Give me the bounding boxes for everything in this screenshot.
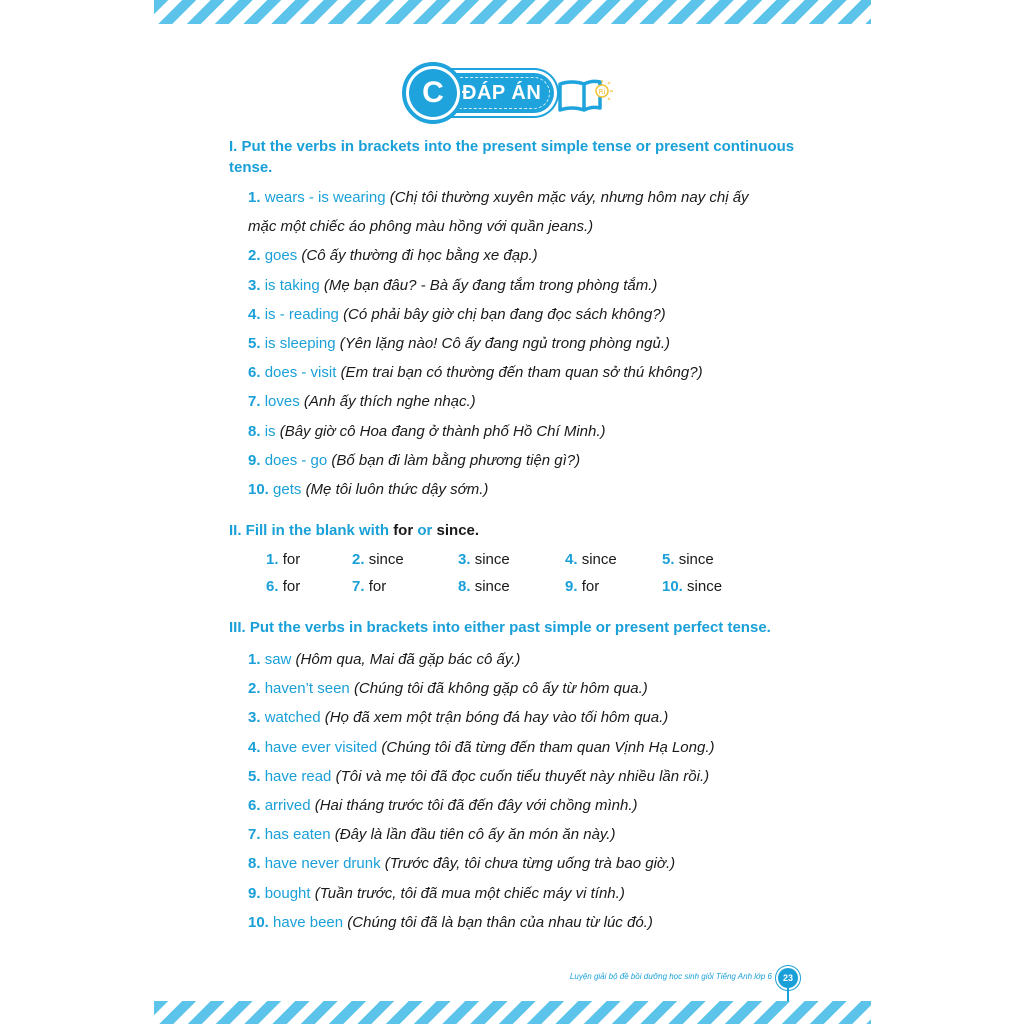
grid-item: 6. for (266, 578, 301, 595)
svg-text:Ri: Ri (598, 88, 606, 96)
list-item: 1. wears - is wearing (Chị tôi thường xuyên mặc váy, nhưng hôm nay chị ấy (248, 189, 749, 206)
list-item: 7. loves (Anh ấy thích nghe nhạc.) (248, 393, 476, 411)
grid-item: 1. for (266, 551, 301, 568)
section-1-title: I. Put the verbs in brackets into the present simple tense or present continuous tense. (229, 138, 795, 176)
list-item: 4. have ever visited (Chúng tôi đã từng đến tham quan Vịnh Hạ Long.) (248, 738, 715, 756)
section-3-list (248, 645, 829, 937)
list-item: 2. goes (Cô ấy thường đi học bằng xe đạp.) (248, 247, 538, 265)
section-3 (229, 617, 829, 937)
list-item: 8. have never drunk (Trước đây, tôi chưa từng uống trà bao giờ.) (248, 855, 676, 873)
section-3-title: III. Put the verbs in brackets into either past simple or present perfect tense. (229, 619, 771, 636)
section-2-title: II. Fill in the blank with for or since. (229, 522, 480, 539)
open-book-icon (558, 74, 614, 114)
list-item: 5. is sleeping (Yên lặng nào! Cô ấy đang ngủ trong phòng ngủ.) (248, 335, 670, 353)
grid-item: 5. since (662, 551, 714, 568)
grid-item: 10. since (662, 578, 723, 595)
list-item: 10. have been (Chúng tôi đã là bạn thân của nhau từ lúc đó.) (248, 913, 653, 931)
badge-title: ĐÁP ÁN (462, 82, 542, 104)
list-item: 1. saw (Hôm qua, Mai đã gặp bác cô ấy.) (248, 651, 521, 668)
list-item: 4. is - reading (Có phải bây giờ chị bạn đang đọc sách không?) (248, 305, 666, 323)
page-number: 23 (778, 968, 798, 988)
list-item: 8. is (Bây giờ cô Hoa đang ở thành phố Hồ Chí Minh.) (248, 422, 606, 440)
grid-item: 2. since (352, 551, 404, 568)
footer-book-title: Luyện giải bộ đề bồi dưỡng học sinh giỏi Tiếng Anh lớp 6 (569, 972, 772, 981)
grid-item: 8. since (458, 578, 510, 595)
grid-item: 3. since (458, 551, 510, 568)
bottom-stripe-decoration (154, 1001, 871, 1024)
list-item: 2. haven’t seen (Chúng tôi đã không gặp cô ấy từ hôm qua.) (248, 680, 648, 698)
badge-letter: C (409, 69, 457, 117)
grid-item: 9. for (565, 578, 600, 595)
grid-item: 4. since (565, 551, 617, 568)
answer-header-badge (402, 62, 614, 124)
section-1-list (248, 183, 829, 504)
list-item: 9. does - go (Bố bạn đi làm bằng phương tiện gì?) (248, 451, 581, 469)
list-item: 6. does - visit (Em trai bạn có thường đến tham quan sở thú không?) (248, 364, 703, 382)
list-item: 6. arrived (Hai tháng trước tôi đã đến đây với chồng mình.) (248, 797, 638, 815)
list-item: 3. is taking (Mẹ bạn đâu? - Bà ấy đang tắm trong phòng tắm.) (248, 276, 658, 294)
list-item: 9. bought (Tuần trước, tôi đã mua một chiếc máy vi tính.) (248, 884, 625, 902)
list-item: 10. gets (Mẹ tôi luôn thức dậy sớm.) (248, 481, 489, 499)
page-number-line (787, 988, 789, 1001)
top-stripe-decoration (154, 0, 871, 24)
list-item-continuation: mặc một chiếc áo phông màu hồng với quần jeans.) (248, 218, 594, 236)
list-item: 5. have read (Tôi và mẹ tôi đã đọc cuốn tiểu thuyết này nhiều lần rồi.) (248, 767, 710, 785)
grid-item: 7. for (352, 578, 387, 595)
list-item: 7. has eaten (Đây là lần đầu tiên cô ấy ăn món ăn này.) (248, 826, 616, 844)
list-item: 3. watched (Họ đã xem một trận bóng đá hay vào tối hôm qua.) (248, 709, 669, 727)
answer-content (229, 136, 829, 504)
